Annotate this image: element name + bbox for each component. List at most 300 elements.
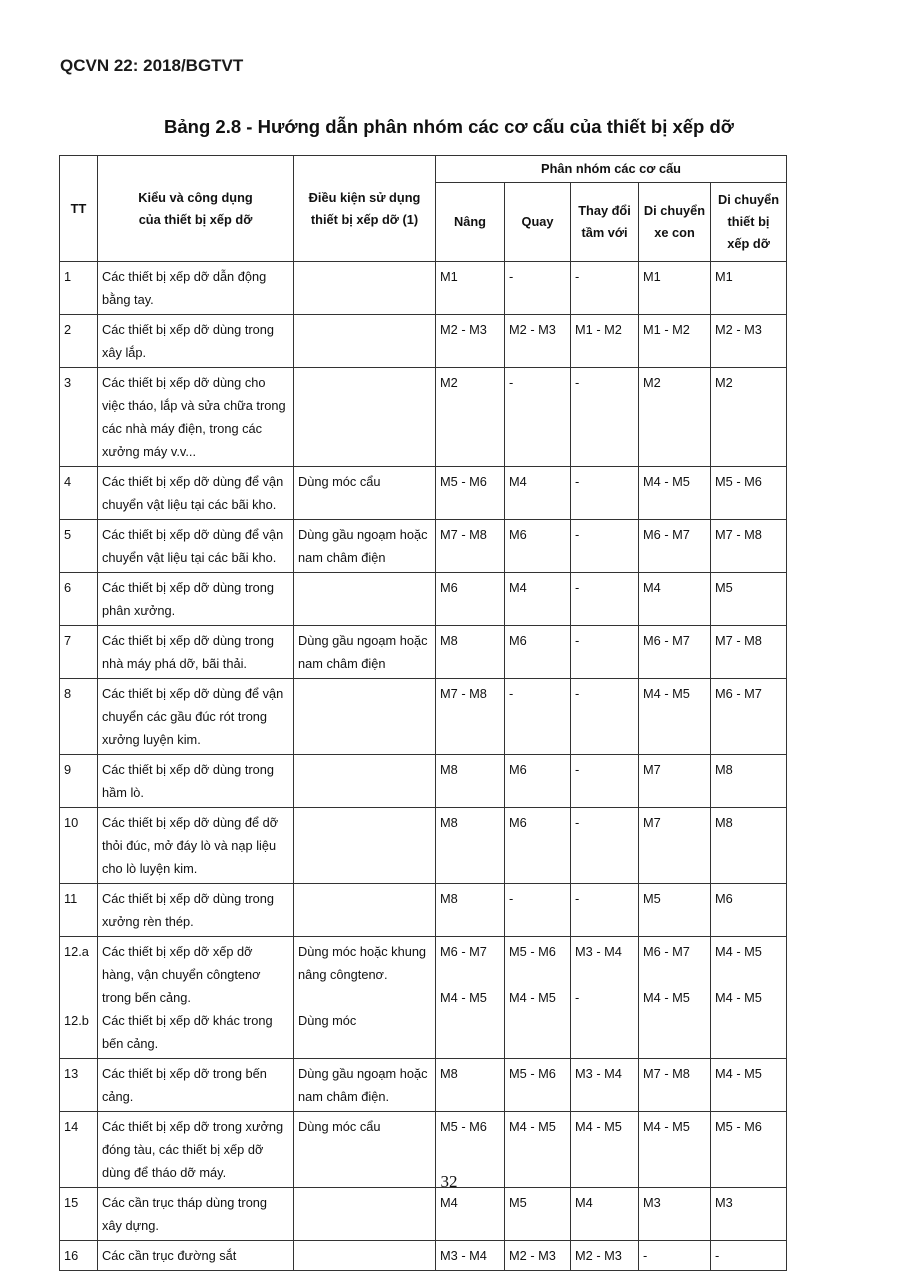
cell-line: - [575,375,580,390]
cell-line: dùng để tháo dỡ máy. [102,1165,227,1180]
cell-tt [60,368,98,467]
cell-line: M4 - M5 [643,474,690,489]
cell-line: - [575,269,580,284]
cell-conditions [294,626,436,679]
cell-tt [60,573,98,626]
cell-line: - [575,686,580,701]
cell-line: Kiểu và công dụng [138,189,253,205]
cell-line [64,986,93,1009]
cell-line: Các thiết bị xếp dỡ dùng để dỡ [102,815,279,830]
cell-line: 11 [64,891,78,906]
cell-line: Các thiết bị xếp dỡ xếp dỡ [102,944,253,959]
cell-thay-doi-tam-voi [571,1241,639,1271]
table-row [60,1188,787,1241]
cell-line: nam châm điện [298,656,386,671]
cell-thay-doi-tam-voi [571,755,639,808]
cell-line: Các thiết bị xếp dỡ dùng trong [102,762,275,777]
cell-line: M3 - M4 [440,1248,487,1263]
cell-nang [436,1188,505,1241]
cell-line: chuyển các gầu đúc rót trong [102,709,268,724]
table-row [60,755,787,808]
cell-tt [60,315,98,368]
cell-line: M2 - M3 [575,1248,622,1263]
cell-di-chuyen-xe-con [639,626,711,679]
cell-di-chuyen-thiet-bi [711,937,787,1059]
cell-line: M8 [440,891,458,906]
cell-di-chuyen-xe-con [639,937,711,1059]
cell-conditions [294,1059,436,1112]
cell-line: M3 [715,1195,733,1210]
cell-line: M7 [643,762,661,777]
cell-line: M7 - M8 [440,527,487,542]
cell-line: M1 - M2 [643,322,690,337]
cell-line: xây dựng. [102,1218,159,1233]
cell-line: - [575,762,580,777]
cell-nang [436,679,505,755]
cell-line: M4 - M5 [715,1066,762,1081]
cell-line: - [643,1248,648,1263]
cell-line: Các thiết bị xếp dỡ dùng trong [102,322,275,337]
cell-line: M4 - M5 [509,990,556,1005]
cell-di-chuyen-thiet-bi [711,467,787,520]
cell-line: M8 [715,762,733,777]
cell-line: M4 - M5 [715,944,762,959]
cell-tt [60,520,98,573]
cell-di-chuyen-xe-con [639,808,711,884]
cell-di-chuyen-thiet-bi [711,368,787,467]
cell-nang [436,368,505,467]
cell-line: M2 [715,375,733,390]
cell-line: tầm với [581,225,628,240]
cell-line: 13 [64,1066,79,1081]
cell-line: M7 - M8 [715,527,762,542]
cell-di-chuyen-xe-con [639,467,711,520]
cell-line: M5 [509,1195,527,1210]
cell-line: xưởng rèn thép. [102,914,194,929]
cell-line [298,371,431,394]
cell-line [298,1191,431,1214]
cell-line: - [575,633,580,648]
cell-line: chuyển vật liệu tại các bãi kho. [102,497,277,512]
cell-nang [436,937,505,1059]
cell-line: M4 - M5 [575,1119,622,1134]
cell-di-chuyen-thiet-bi [711,884,787,937]
cell-line: M5 - M6 [440,1119,487,1134]
cell-tt [60,1188,98,1241]
cell-line [715,963,782,986]
cell-type [98,368,294,467]
cell-type [98,808,294,884]
cell-quay [505,1241,571,1271]
table-row [60,808,787,884]
cell-thay-doi-tam-voi [571,315,639,368]
cell-conditions [294,368,436,467]
cell-line: nam châm điện [298,550,386,565]
cell-line: Các thiết bị xếp dỡ trong bến [102,1066,267,1081]
table-row [60,520,787,573]
cell-quay [505,573,571,626]
cell-quay [505,315,571,368]
header-group: Phân nhóm các cơ cấu [436,156,787,183]
cell-line: M8 [440,633,458,648]
cell-line: M2 - M3 [509,322,556,337]
cell-line [64,963,93,986]
cell-line: 14 [64,1119,79,1134]
cell-line: Các thiết bị xếp dỡ khác trong [102,1013,273,1028]
cell-line: xây lắp. [102,345,147,360]
cell-line [298,758,431,781]
cell-di-chuyen-thiet-bi [711,808,787,884]
cell-line: M1 [440,269,458,284]
cell-tt [60,1059,98,1112]
cell-line: M8 [440,762,458,777]
cell-line [298,887,431,910]
cell-line: - [715,1248,720,1263]
cell-nang [436,626,505,679]
cell-line: M4 [440,1195,458,1210]
cell-type [98,315,294,368]
cell-line: M4 [509,474,527,489]
cell-line: M6 [509,762,527,777]
cell-line: Dùng móc cẩu [298,1119,381,1134]
cell-line: M3 - M4 [575,1066,622,1081]
cell-line: chuyển vật liệu tại các bãi kho. [102,550,277,565]
cell-tt [60,467,98,520]
cell-tt [60,937,98,1059]
cell-line: M5 - M6 [440,474,487,489]
cell-thay-doi-tam-voi [571,520,639,573]
cell-di-chuyen-xe-con [639,315,711,368]
cell-tt [60,1241,98,1271]
cell-line: - [575,815,580,830]
header-tt: TT [60,156,98,262]
cell-line [298,1244,431,1267]
cell-line [298,986,431,1009]
cell-line: bằng tay. [102,292,154,307]
cell-line: M7 - M8 [440,686,487,701]
cell-line: M6 - M7 [715,686,762,701]
cell-line [298,811,431,834]
cell-line: Nâng [454,214,486,229]
cell-thay-doi-tam-voi [571,573,639,626]
cell-thay-doi-tam-voi [571,884,639,937]
cell-line: 16 [64,1248,79,1263]
cell-line: Các cần trục đường sắt [102,1248,237,1263]
cell-line: phân xưởng. [102,603,176,618]
header-conditions [294,156,436,262]
cell-line: bến cảng. [102,1036,159,1051]
cell-line: M4 - M5 [509,1119,556,1134]
cell-line: M4 - M5 [643,1119,690,1134]
cell-line: M6 - M7 [643,944,690,959]
cell-di-chuyen-xe-con [639,884,711,937]
cell-di-chuyen-xe-con [639,679,711,755]
cell-thay-doi-tam-voi [571,626,639,679]
cell-nang [436,884,505,937]
cell-tt [60,884,98,937]
cell-line: Các thiết bị xếp dỡ dùng trong [102,633,275,648]
cell-line: 2 [64,322,72,337]
cell-line: M2 - M3 [509,1248,556,1263]
table-row [60,573,787,626]
cell-line: Các cần trục tháp dùng trong [102,1195,268,1210]
header-di-chuyen-xe-con [639,183,711,262]
cell-line: M5 [643,891,661,906]
cell-conditions [294,573,436,626]
cell-conditions [294,1188,436,1241]
cell-line: - [575,891,580,906]
cell-line: M4 [643,580,661,595]
cell-line [440,963,500,986]
header-type [98,156,294,262]
cell-line: M6 [715,891,733,906]
cell-line: - [575,990,580,1005]
cell-line [298,576,431,599]
cell-conditions [294,1241,436,1271]
header-thay-doi-tam-voi [571,183,639,262]
cell-line: 15 [64,1195,79,1210]
cell-quay [505,808,571,884]
cell-conditions [294,467,436,520]
cell-quay [505,1188,571,1241]
cell-line: Dùng móc hoặc khung [298,944,427,959]
cell-line: - [575,474,580,489]
cell-line: xe con [654,225,695,240]
header-nang [436,183,505,262]
table-row [60,467,787,520]
cell-type [98,573,294,626]
cell-line: M1 - M2 [575,322,622,337]
header-quay [505,183,571,262]
cell-line: 1 [64,269,72,284]
header-row-1 [60,156,787,183]
cell-line: nam châm điện. [298,1089,390,1104]
cell-quay [505,626,571,679]
cell-line: cảng. [102,1089,134,1104]
cell-line: M8 [440,815,458,830]
cell-line: 5 [64,527,72,542]
cell-line: Các thiết bị xếp dỡ trong xưởng [102,1119,284,1134]
table-row [60,626,787,679]
cell-line: thiết bị [727,214,770,229]
document-header: QCVN 22: 2018/BGTVT [60,56,244,75]
cell-thay-doi-tam-voi [571,262,639,315]
cell-quay [505,1059,571,1112]
cell-line: Quay [521,214,554,229]
cell-line: M1 [715,269,733,284]
cell-line: M5 - M6 [715,474,762,489]
cell-thay-doi-tam-voi [571,1059,639,1112]
cell-line: M6 [509,527,527,542]
cell-di-chuyen-thiet-bi [711,679,787,755]
cell-line: cho lò luyện kim. [102,861,198,876]
cell-line: M5 - M6 [509,944,556,959]
cell-line: M6 - M7 [440,944,487,959]
cell-conditions [294,679,436,755]
cell-quay [505,520,571,573]
cell-thay-doi-tam-voi [571,1188,639,1241]
cell-line: Các thiết bị xếp dỡ dùng để vận [102,474,284,489]
cell-line: M8 [715,815,733,830]
cell-tt [60,262,98,315]
cell-line: xưởng máy v.v... [102,444,196,459]
cell-line: Các thiết bị xếp dỡ dùng để vận [102,686,284,701]
cell-nang [436,808,505,884]
cell-line: 10 [64,815,79,830]
cell-line: M4 - M5 [440,990,487,1005]
cell-line: 12.b [64,1013,89,1028]
table-title: Bảng 2.8 - Hướng dẫn phân nhóm các cơ cấu của thiết bị xếp dỡ [164,116,734,137]
cell-line: các nhà máy điện, trong các [102,421,263,436]
cell-line: M5 - M6 [715,1119,762,1134]
cell-line: M4 - M5 [643,686,690,701]
cell-line [298,318,431,341]
cell-conditions [294,808,436,884]
cell-line: - [509,375,514,390]
cell-line: Di chuyển [643,203,706,218]
cell-line: M6 [440,580,458,595]
cell-di-chuyen-thiet-bi [711,315,787,368]
cell-line [575,963,634,986]
cell-quay [505,884,571,937]
cell-line: nâng côngtenơ. [298,967,388,982]
cell-line: M4 [509,580,527,595]
cell-line: Dùng móc cẩu [298,474,381,489]
cell-thay-doi-tam-voi [571,679,639,755]
cell-line: Di chuyển [717,192,780,207]
table-row [60,937,787,1059]
cell-line: Dùng gầu ngoạm hoặc [298,1066,428,1081]
cell-di-chuyen-thiet-bi [711,262,787,315]
cell-di-chuyen-xe-con [639,1188,711,1241]
cell-line: - [509,686,514,701]
cell-type [98,1188,294,1241]
table-row [60,262,787,315]
cell-type [98,1241,294,1271]
cell-line: Điều kiện sử dụng [308,189,421,205]
cell-type [98,1059,294,1112]
cell-line: 8 [64,686,72,701]
cell-di-chuyen-thiet-bi [711,1188,787,1241]
cell-line: của thiết bị xếp dỡ [138,211,253,227]
cell-line: M2 [440,375,458,390]
cell-di-chuyen-xe-con [639,368,711,467]
cell-type [98,884,294,937]
cell-line: M4 - M5 [643,990,690,1005]
cell-thay-doi-tam-voi [571,808,639,884]
table-row [60,368,787,467]
cell-line: Các thiết bị xếp dỡ dùng trong [102,891,275,906]
cell-line: trong bến cảng. [102,990,191,1005]
cell-line: thỏi đúc, mở đáy lò và nạp liệu [102,838,277,853]
cell-line: M7 - M8 [715,633,762,648]
page-number: 32 [440,1172,458,1191]
cell-di-chuyen-thiet-bi [711,520,787,573]
cell-di-chuyen-xe-con [639,755,711,808]
cell-thay-doi-tam-voi [571,937,639,1059]
cell-quay [505,467,571,520]
table-body [60,262,787,1271]
cell-line: Dùng móc [298,1013,357,1028]
cell-line: M3 - M4 [575,944,622,959]
cell-line: hàng, vận chuyển côngtenơ [102,967,261,982]
cell-type [98,626,294,679]
cell-type [98,262,294,315]
cell-di-chuyen-xe-con [639,1241,711,1271]
cell-nang [436,1059,505,1112]
cell-nang [436,755,505,808]
cell-di-chuyen-thiet-bi [711,573,787,626]
table-row [60,679,787,755]
cell-nang [436,1241,505,1271]
cell-line: M2 [643,375,661,390]
cell-line: 6 [64,580,72,595]
cell-line: M5 [715,580,733,595]
cell-line: M6 - M7 [643,527,690,542]
cell-line: Các thiết bị xếp dỡ dùng trong [102,580,275,595]
cell-line: nhà máy phá dỡ, bãi thải. [102,656,247,671]
cell-nang [436,467,505,520]
cell-thay-doi-tam-voi [571,368,639,467]
cell-line: - [575,580,580,595]
cell-di-chuyen-thiet-bi [711,626,787,679]
cell-line: M8 [440,1066,458,1081]
cell-di-chuyen-xe-con [639,573,711,626]
cell-line: M5 - M6 [509,1066,556,1081]
cell-conditions [294,755,436,808]
cell-line: Dùng gầu ngoạm hoặc [298,527,428,542]
cell-di-chuyen-thiet-bi [711,1241,787,1271]
cell-line: 12.a [64,944,89,959]
cell-quay [505,262,571,315]
cell-line: 3 [64,375,72,390]
cell-line: M6 [509,815,527,830]
cell-line [298,682,431,705]
table-row [60,884,787,937]
cell-type [98,467,294,520]
cell-di-chuyen-xe-con [639,1059,711,1112]
cell-line: 7 [64,633,72,648]
cell-line: - [509,269,514,284]
cell-line [509,963,566,986]
cell-conditions [294,884,436,937]
cell-line: M6 - M7 [643,633,690,648]
cell-line: Dùng gầu ngoạm hoặc [298,633,428,648]
cell-line: Các thiết bị xếp dỡ dẫn động [102,269,267,284]
cell-conditions [294,262,436,315]
cell-thay-doi-tam-voi [571,467,639,520]
cell-line: - [575,527,580,542]
cell-di-chuyen-thiet-bi [711,755,787,808]
cell-quay [505,755,571,808]
cell-line: Thay đổi [578,203,631,218]
cell-line: việc tháo, lắp và sửa chữa trong [102,398,286,413]
cell-line: hầm lò. [102,785,144,800]
cell-quay [505,679,571,755]
cell-quay [505,368,571,467]
cell-line: đóng tàu, các thiết bị xếp dỡ [102,1142,264,1157]
cell-line: M4 [575,1195,593,1210]
cell-line [643,963,706,986]
cell-di-chuyen-xe-con [639,262,711,315]
cell-tt [60,755,98,808]
cell-nang [436,315,505,368]
cell-line [298,265,431,288]
mechanism-group-table [59,155,787,1271]
cell-line: - [509,891,514,906]
cell-line: xếp dỡ [727,236,770,251]
cell-line: Các thiết bị xếp dỡ dùng cho [102,375,266,390]
